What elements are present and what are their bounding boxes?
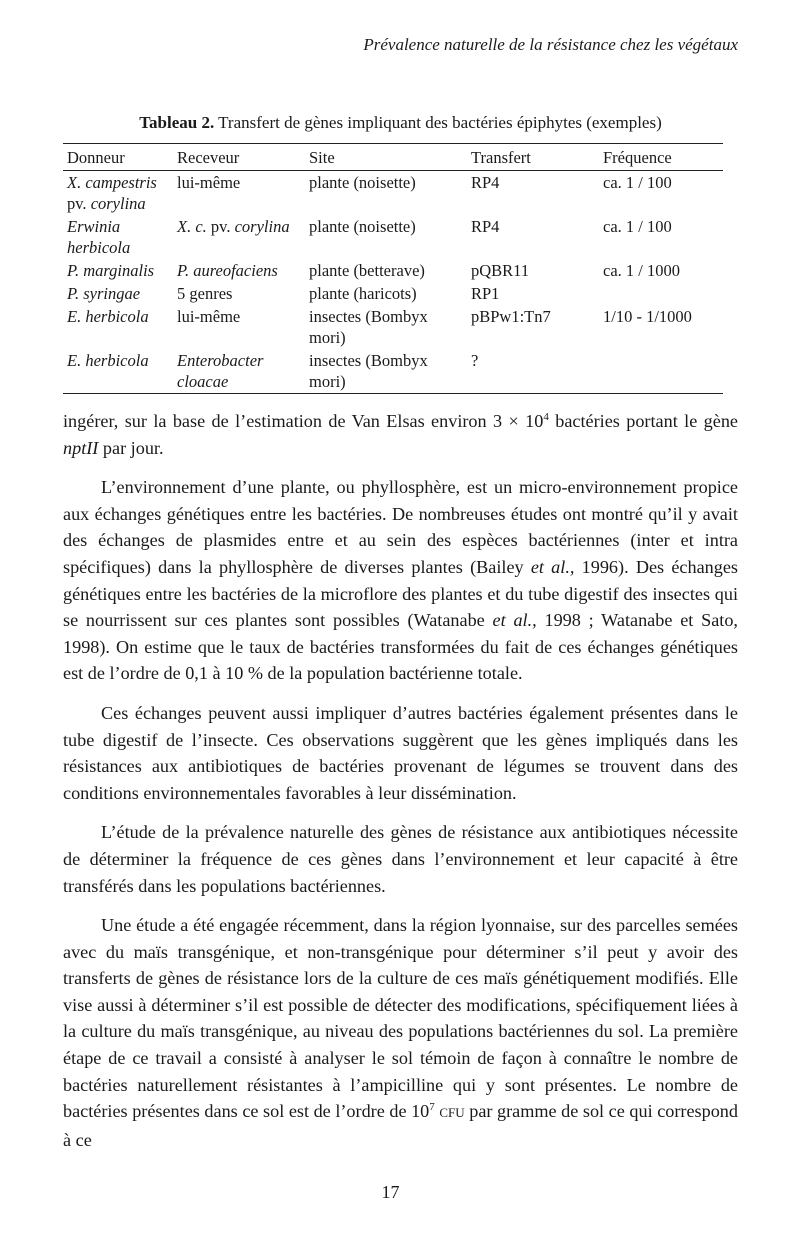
cell-receveur (173, 259, 305, 282)
text-run: 5 genres (177, 284, 233, 303)
superscript: 7 (429, 1101, 435, 1114)
column-header-site: Site (305, 144, 467, 171)
table-row (63, 215, 723, 259)
running-header: Prévalence naturelle de la résistance chez les végétaux (363, 35, 738, 54)
italic-text: Enterobacter cloacae (177, 351, 264, 391)
table-caption-label: Tableau 2. (139, 113, 215, 132)
italic-text: corylina (234, 217, 290, 236)
table-row (63, 259, 723, 282)
table-caption (63, 112, 738, 134)
cell-transfert: RP4 (471, 173, 500, 192)
cell-frequence: ca. 1 / 100 (603, 173, 672, 192)
italic-text: et al., (530, 556, 575, 577)
cell-transfert: RP1 (471, 284, 500, 303)
text-run: CFU (439, 1105, 465, 1121)
text-run: par gramme de sol ce qui correspond à ce (63, 1101, 738, 1150)
gene-transfer-table (63, 143, 723, 394)
cell-donneur (63, 171, 173, 216)
italic-text: nptII (63, 437, 99, 458)
paragraph (63, 819, 738, 899)
text-run: lui-même (177, 307, 241, 326)
cell-frequence: 1/10 - 1/1000 (603, 307, 692, 326)
text-run: L’environnement d’une plante, ou phyllosphère, est un micro-environnement propice aux échanges génétiques entre les bactéries. De nombreuses études ont montré qu’il y avait des échanges de plasmides entre et au sein des espèces bactériennes (inter et intra spécifiques) dans la phyllosphère de diverses plantes (Bailey (63, 477, 738, 577)
italic-text: E. herbicola (67, 307, 149, 326)
text-run: Une étude a été engagée récemment, dans la région lyonnaise, sur des parcelles semées avec du maïs transgénique, et non-transgénique pour déterminer s’il peut y avoir des transferts de gènes de résistance lors de la culture de ces maïs génétiquement modifiés. Elle vise aussi à déterminer s’il est possible de détecter des modifications, spécifiquement liées à la culture du maïs transgénique, au niveau des populations bactériennes du sol. La première étape de ce travail a consisté à analyser le sol témoin de façon à connaître le nombre de bactéries naturellement résistantes à l’ampicilline qui y sont présentes. Le nombre de bactéries présentes dans ce sol est de l’ordre de 10 (63, 915, 738, 1122)
cell-transfert: ? (467, 349, 599, 394)
cell-frequence (599, 282, 723, 305)
text-run: 1996). Des échanges génétiques entre les bactéries de la microflore des plantes et du tube digestif des insectes qui se nourrissent sur ces plantes sont possibles (Watanabe (63, 556, 738, 631)
cell-receveur (173, 215, 305, 259)
table-row (63, 349, 723, 394)
italic-text: P. syringae (67, 284, 141, 303)
table-row (63, 171, 723, 216)
cell-site: plante (noisette) (309, 217, 416, 236)
cell-site: insectes (Bombyx mori) (305, 349, 467, 394)
page-number: 17 (381, 1182, 400, 1203)
cell-site: plante (haricots) (309, 284, 417, 303)
body-text (63, 408, 738, 1153)
column-header-frequence: Fréquence (599, 144, 723, 171)
superscript: 4 (543, 410, 549, 423)
text-run: bactéries portant le gène (548, 411, 738, 431)
text-run: 1998 ; Watanabe et Sato, 1998). On estime que le taux de bactéries transformées du fait de ces échanges génétiques est de l’ordre de 0,1 à 10 % de la population bactérienne totale. (63, 610, 738, 684)
paragraph (63, 700, 738, 806)
paragraph (63, 474, 738, 687)
italic-text: corylina (90, 194, 146, 213)
table-row (63, 282, 723, 305)
italic-text: et al., (492, 610, 537, 631)
column-header-transfert: Transfert (467, 144, 599, 171)
text-run: pv. (67, 194, 91, 213)
cell-receveur (173, 305, 305, 349)
table-row (63, 305, 723, 349)
cell-frequence: ca. 1 / 100 (603, 217, 672, 236)
cell-site: insectes (Bombyx mori) (309, 307, 428, 347)
text-run: lui-même (177, 173, 241, 192)
paragraph (63, 408, 738, 461)
column-header-receveur: Receveur (173, 144, 305, 171)
italic-text: Erwinia herbicola (67, 217, 131, 257)
cell-donneur (63, 282, 173, 305)
cell-donneur (63, 215, 173, 259)
text-run: pv. (206, 217, 235, 236)
cell-receveur (173, 349, 305, 394)
table-caption-text: Transfert de gènes impliquant des bactéries épiphytes (exemples) (214, 113, 662, 132)
cell-donneur (63, 305, 173, 349)
cell-site: plante (noisette) (309, 173, 416, 192)
text-run: par jour. (98, 437, 164, 458)
cell-frequence: ca. 1 / 1000 (603, 261, 680, 280)
text-run: ingérer, sur la base de l’estimation de Van Elsas environ 3 × 10 (63, 411, 544, 431)
text-run: L’étude de la prévalence naturelle des gènes de résistance aux antibiotiques nécessite de déterminer la fréquence de ces gènes dans l’environnement et leur capacité à être transférés dans les populations bactériennes. (63, 822, 738, 896)
paragraph (63, 912, 738, 1153)
cell-transfert: RP4 (471, 217, 500, 236)
italic-text: X. c. (177, 217, 207, 236)
italic-text: X. campestris (67, 173, 157, 192)
italic-text: P. aureofaciens (177, 261, 278, 280)
column-header-donneur: Donneur (63, 144, 173, 171)
cell-transfert: pQBR11 (471, 261, 530, 280)
table-header-row (63, 144, 723, 171)
cell-receveur (173, 282, 305, 305)
italic-text: P. marginalis (67, 261, 155, 280)
cell-donneur (63, 349, 173, 394)
cell-donneur (63, 259, 173, 282)
cell-transfert: pBPw1:Tn7 (471, 307, 551, 326)
cell-frequence (599, 349, 723, 394)
text-run: Ces échanges peuvent aussi impliquer d’autres bactéries également présentes dans le tube digestif de l’insecte. Ces observations suggèrent que les gènes impliqués dans les résistances aux antibiotiques de bactéries provenant de légumes se trouvent dans des conditions environnementales favorables à leur dissémination. (63, 702, 738, 803)
italic-text: E. herbicola (67, 351, 149, 370)
cell-site: plante (betterave) (309, 261, 425, 280)
cell-receveur (173, 171, 305, 216)
